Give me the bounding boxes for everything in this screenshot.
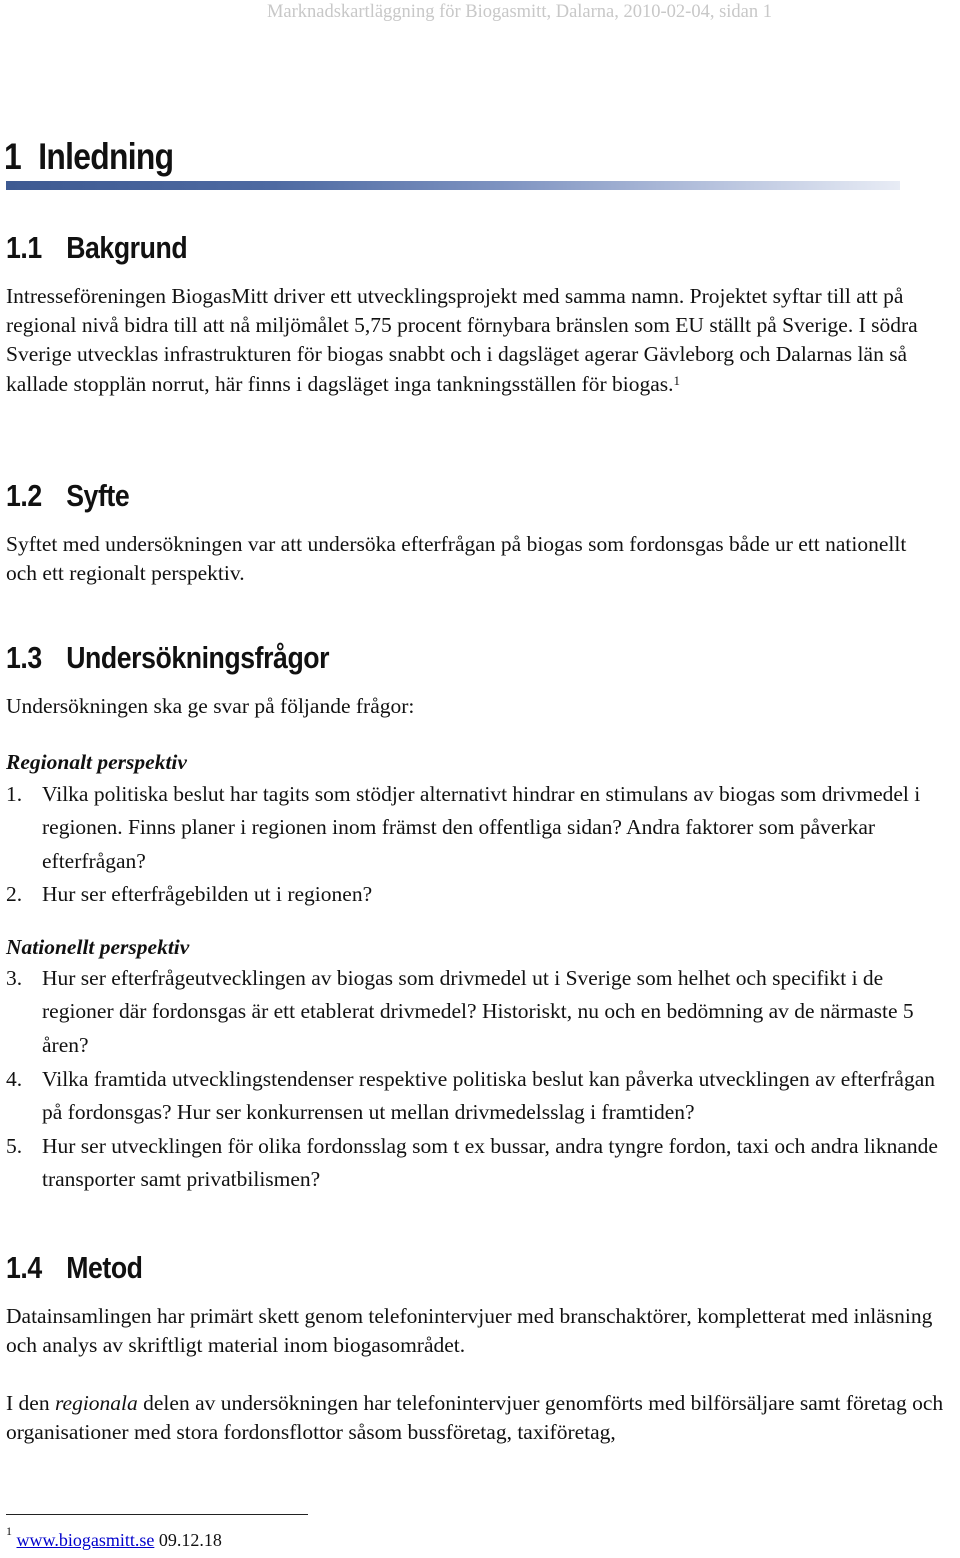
footnote-date: 09.12.18	[158, 1530, 222, 1550]
item-text: Vilka politiska beslut har tagits som stödjer alternativt hindrar en stimulans av biogas som drivmedel i regionen. Finns planer i regionen inom främst den offentliga sidan? Andra faktorer som påverkar efterfrågan?	[42, 782, 921, 873]
item-number: 1.	[6, 782, 23, 806]
section-title: Metod	[66, 1250, 143, 1285]
section-number: 1.3	[6, 640, 42, 675]
heading-rule	[6, 181, 900, 190]
section-number: 1.2	[6, 478, 42, 513]
fragor-intro: Undersökningen ska ge svar på följande frågor:	[6, 694, 415, 718]
metod-paragraph-1: Datainsamlingen har primärt skett genom telefonintervjuer med branschaktörer, kompletterat med inläsning och analys av skriftligt material inom biogasområdet.	[6, 1304, 933, 1358]
section-title: Undersökningsfrågor	[66, 640, 330, 675]
list-item	[6, 962, 960, 1062]
item-text: Hur ser utvecklingen för olika fordonsslag som t ex bussar, andra tyngre fordon, taxi och andra liknande transporter samt privatbilismen?	[42, 1134, 938, 1192]
item-number: 3.	[6, 966, 23, 990]
item-text: Hur ser efterfrågebilden ut i regionen?	[42, 882, 373, 906]
bakgrund-paragraph	[6, 282, 956, 399]
footnote-link[interactable]: www.biogasmitt.se	[16, 1530, 155, 1550]
chapter-number: 1	[4, 136, 22, 177]
footnote-ref[interactable]: 1	[673, 372, 681, 388]
item-number: 2.	[6, 882, 23, 906]
item-number: 4.	[6, 1067, 23, 1091]
list-item	[6, 1130, 960, 1197]
list-item	[6, 778, 960, 878]
footnote	[6, 1524, 222, 1551]
section-number: 1.1	[6, 230, 42, 265]
item-text: Vilka framtida utvecklingstendenser respektive politiska beslut kan påverka utvecklingen av efterfrågan på fordonsgas? Hur ser konkurrensen ut mellan drivmedelsslag i framtiden?	[42, 1067, 936, 1125]
list-item	[6, 878, 960, 911]
metod-text-pre: I den	[6, 1391, 55, 1415]
footnote-separator	[6, 1514, 308, 1515]
section-heading-fragor	[6, 640, 329, 676]
list-item	[6, 1063, 960, 1130]
running-header: Marknadskartläggning för Biogasmitt, Dalarna, 2010-02-04, sidan 1	[266, 2, 772, 22]
item-text: Hur ser efterfrågeutvecklingen av biogas som drivmedel ut i Sverige som helhet och specifikt i de regioner där fordonsgas är ett etablerat drivmedel? Historiskt, nu och en bedömning av de närmaste 5 åren?	[42, 966, 914, 1057]
metod-text-post: delen av undersökningen har telefonintervjuer genomförts med bilförsäljare samt företag och organisationer med stora fordonsflottor såsom bussföretag, taxiföretag,	[6, 1391, 944, 1445]
section-title: Syfte	[66, 478, 130, 513]
bakgrund-text: Intresseföreningen BiogasMitt driver ett utvecklingsprojekt med samma namn. Projektet syftar till att på regional nivå bidra till att nå miljömålet 5,75 procent förnybara bränslen som EU ställt på Sverige. I södra Sverige utvecklas infrastrukturen för biogas snabbt och i dagsläget agerar Gävleborg och Dalarnas län så kallade stopplän norrut, här finns i dagsläget inga tankningsställen för biogas.	[6, 284, 918, 396]
section-title: Bakgrund	[66, 230, 188, 265]
regional-heading: Regionalt perspektiv	[6, 750, 187, 774]
footnote-number: 1	[6, 1524, 12, 1538]
chapter-title: Inledning	[38, 136, 174, 177]
section-heading-metod	[6, 1250, 143, 1286]
section-heading-bakgrund	[6, 230, 187, 266]
metod-text-emphasis: regionala	[54, 1391, 138, 1415]
syfte-paragraph: Syftet med undersökningen var att undersöka efterfrågan på biogas som fordonsgas både ur ett nationellt och ett regionalt perspektiv.	[6, 532, 907, 586]
section-heading-syfte	[6, 478, 129, 514]
chapter-heading	[4, 136, 173, 178]
item-number: 5.	[6, 1134, 23, 1158]
metod-paragraph-2	[6, 1389, 956, 1447]
section-number: 1.4	[6, 1250, 42, 1285]
national-heading: Nationellt perspektiv	[6, 935, 190, 959]
